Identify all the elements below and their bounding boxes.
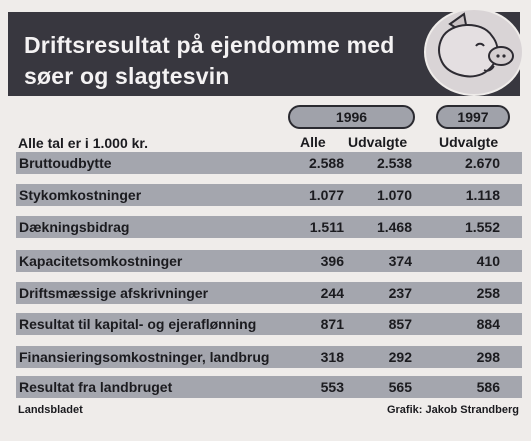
cell-alle-1996: 1.077 xyxy=(308,187,344,203)
year-header-1997: 1997 xyxy=(436,105,510,129)
row-label: Stykomkostninger xyxy=(19,187,142,203)
row-label: Kapacitetsomkostninger xyxy=(19,253,183,269)
column-header-alle: Alle xyxy=(300,134,326,150)
table-row xyxy=(16,184,522,206)
cell-udvalgte-1996: 292 xyxy=(388,349,412,365)
cell-udvalgte-1996: 2.538 xyxy=(376,155,412,171)
pig-icon xyxy=(424,8,520,92)
row-label: Finansieringsomkostninger, landbrug xyxy=(19,349,270,365)
cell-udvalgte-1997: 1.552 xyxy=(464,219,500,235)
cell-udvalgte-1997: 1.118 xyxy=(465,187,500,203)
table-row xyxy=(16,313,522,335)
cell-udvalgte-1997: 884 xyxy=(476,316,500,332)
row-label: Resultat til kapital- og ejeraflønning xyxy=(19,316,257,332)
cell-udvalgte-1997: 298 xyxy=(476,349,500,365)
column-header-udvalgte-1996: Udvalgte xyxy=(348,134,408,150)
units-note: Alle tal er i 1.000 kr. xyxy=(18,135,148,151)
table-row xyxy=(16,346,522,368)
cell-udvalgte-1996: 237 xyxy=(388,285,412,301)
cell-udvalgte-1997: 410 xyxy=(476,253,500,269)
cell-alle-1996: 244 xyxy=(320,285,344,301)
cell-udvalgte-1996: 1.468 xyxy=(376,219,412,235)
cell-alle-1996: 318 xyxy=(320,349,344,365)
cell-udvalgte-1996: 1.070 xyxy=(376,187,412,203)
table-row xyxy=(16,250,522,272)
row-label: Dækningsbidrag xyxy=(19,219,130,235)
year-header-1996: 1996 xyxy=(288,105,415,129)
cell-alle-1996: 553 xyxy=(320,379,344,395)
cell-udvalgte-1997: 258 xyxy=(476,285,500,301)
cell-udvalgte-1997: 2.670 xyxy=(464,155,500,171)
table-row xyxy=(16,216,522,238)
table-row xyxy=(16,152,522,174)
cell-alle-1996: 1.511 xyxy=(309,219,344,235)
table-row xyxy=(16,282,522,304)
row-label: Resultat fra landbruget xyxy=(19,379,173,395)
page-title: Driftsresultat på ejendomme med søer og slagtesvin xyxy=(24,32,395,89)
cell-udvalgte-1996: 857 xyxy=(388,316,412,332)
column-header-udvalgte-1997: Udvalgte xyxy=(439,134,499,150)
row-label: Driftsmæssige afskrivninger xyxy=(19,285,209,301)
cell-alle-1996: 871 xyxy=(320,316,344,332)
credit-label: Grafik: Jakob Strandberg xyxy=(386,404,519,416)
row-label: Bruttoudbytte xyxy=(19,155,112,171)
cell-udvalgte-1996: 565 xyxy=(388,379,412,395)
cell-udvalgte-1996: 374 xyxy=(388,253,412,269)
cell-alle-1996: 2.588 xyxy=(308,155,344,171)
cell-alle-1996: 396 xyxy=(320,253,344,269)
source-label: Landsbladet xyxy=(18,404,83,416)
table-row xyxy=(16,376,522,398)
cell-udvalgte-1997: 586 xyxy=(476,379,500,395)
